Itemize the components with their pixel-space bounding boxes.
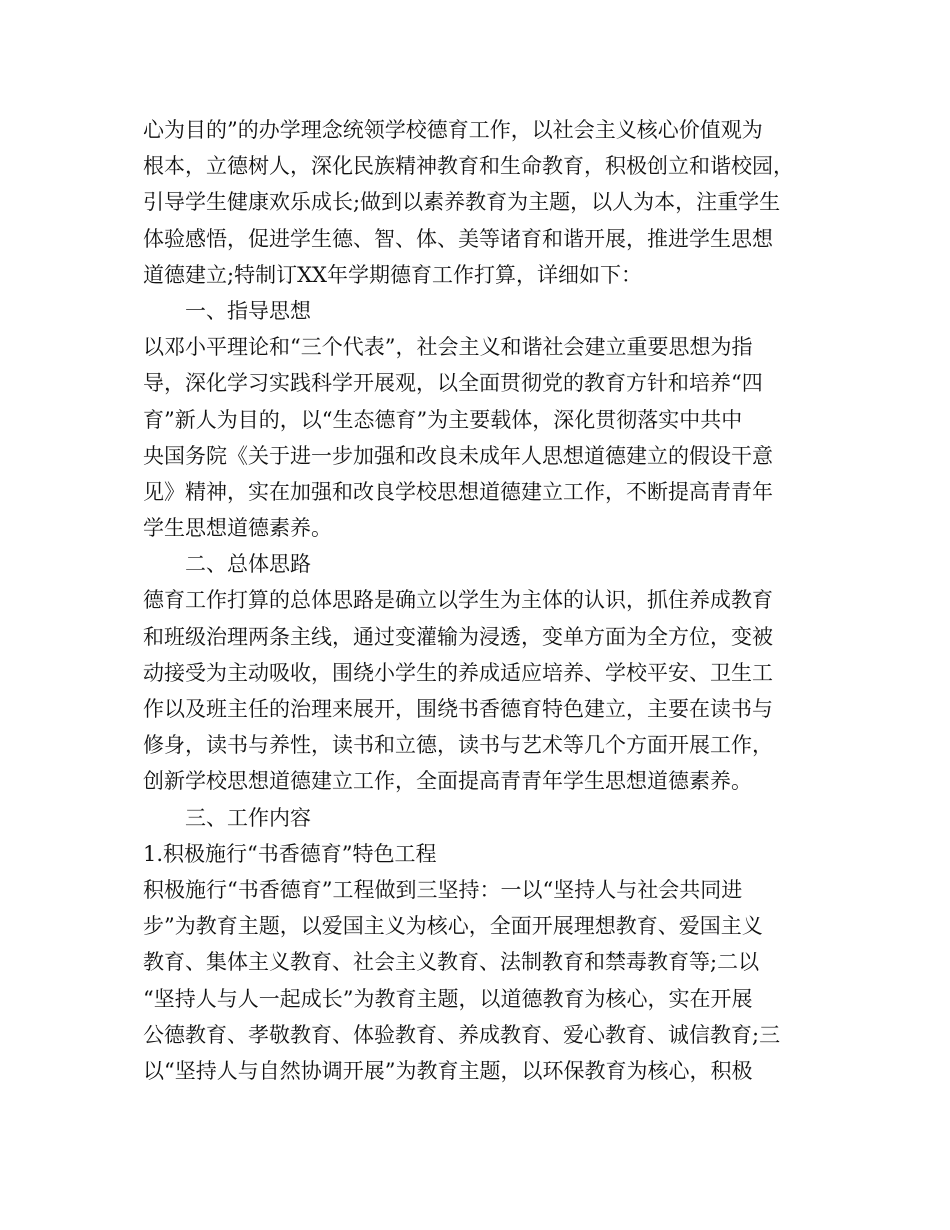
text-line: 道德建立;特制订XX年学期德育工作打算，详细如下： (143, 262, 642, 287)
document-body (143, 112, 823, 1089)
section-heading: 三、工作内容 (185, 805, 311, 830)
text-line: 心为目的”的办学理念统领学校德育工作，以社会主义核心价值观为 (143, 118, 763, 142)
text-line: 创新学校思想道德建立工作，全面提高青青年学生思想道德素养。 (143, 769, 752, 794)
text-line: 和班级治理两条主线，通过变灌输为浸透，变单方面为全方位，变被 (143, 624, 773, 649)
text-line: 作以及班主任的治理来展开，围绕书香德育特色建立，主要在读书与 (143, 697, 773, 721)
text-line: “坚持人与人一起成长”为教育主题，以道德教育为核心，实在开展 (143, 986, 753, 1011)
text-line: 见》精神，实在加强和改良学校思想道德建立工作，不断提高青青年 (143, 479, 773, 504)
text-line: 根本，立德树人，深化民族精神教育和生命教育，积极创立和谐校园， (143, 154, 794, 179)
text-line: 修身，读书与养性，读书和立德，读书与艺术等几个方面开展工作， (143, 733, 773, 758)
subsection-title: 1.积极施行“书香德育”特色工程 (143, 841, 437, 866)
section-heading: 二、总体思路 (185, 552, 311, 577)
text-line: 导，深化学习实践科学开展观，以全面贯彻党的教育方针和培养“四 (143, 371, 763, 396)
text-line: 育”新人为目的，以“生态德育”为主要载体，深化贯彻落实中共中 (143, 407, 743, 432)
text-line: 德育工作打算的总体思路是确立以学生为主体的认识，抓住养成教育 (143, 588, 773, 613)
text-line: 央国务院《关于进一步加强和改良未成年人思想道德建立的假设干意 (143, 443, 773, 468)
text-line: 以邓小平理论和“三个代表”，社会主义和谐社会建立重要思想为指 (143, 335, 753, 360)
text-line: 学生思想道德素养。 (143, 516, 332, 541)
text-line: 步”为教育主题，以爱国主义为核心，全面开展理想教育、爱国主义 (143, 914, 763, 939)
text-line: 教育、集体主义教育、社会主义教育、法制教育和禁毒教育等;二以 (143, 950, 760, 975)
text-line: 体验感悟，促进学生德、智、体、美等诸育和谐开展，推进学生思想 (143, 226, 773, 251)
text-line: 以“坚持人与自然协调开展”为教育主题，以环保教育为核心，积极 (143, 1058, 753, 1083)
text-line: 引导学生健康欢乐成长;做到以素养教育为主题，以人为本，注重学生 (143, 190, 781, 215)
text-line: 动接受为主动吸收，围绕小学生的养成适应培养、学校平安、卫生工 (143, 660, 773, 685)
text-line: 公德教育、孝敬教育、体验教育、养成教育、爱心教育、诚信教育;三 (143, 1022, 781, 1047)
section-heading: 一、指导思想 (185, 298, 311, 323)
text-line: 积极施行“书香德育”工程做到三坚持：一以“坚持人与社会共同进 (143, 877, 743, 902)
